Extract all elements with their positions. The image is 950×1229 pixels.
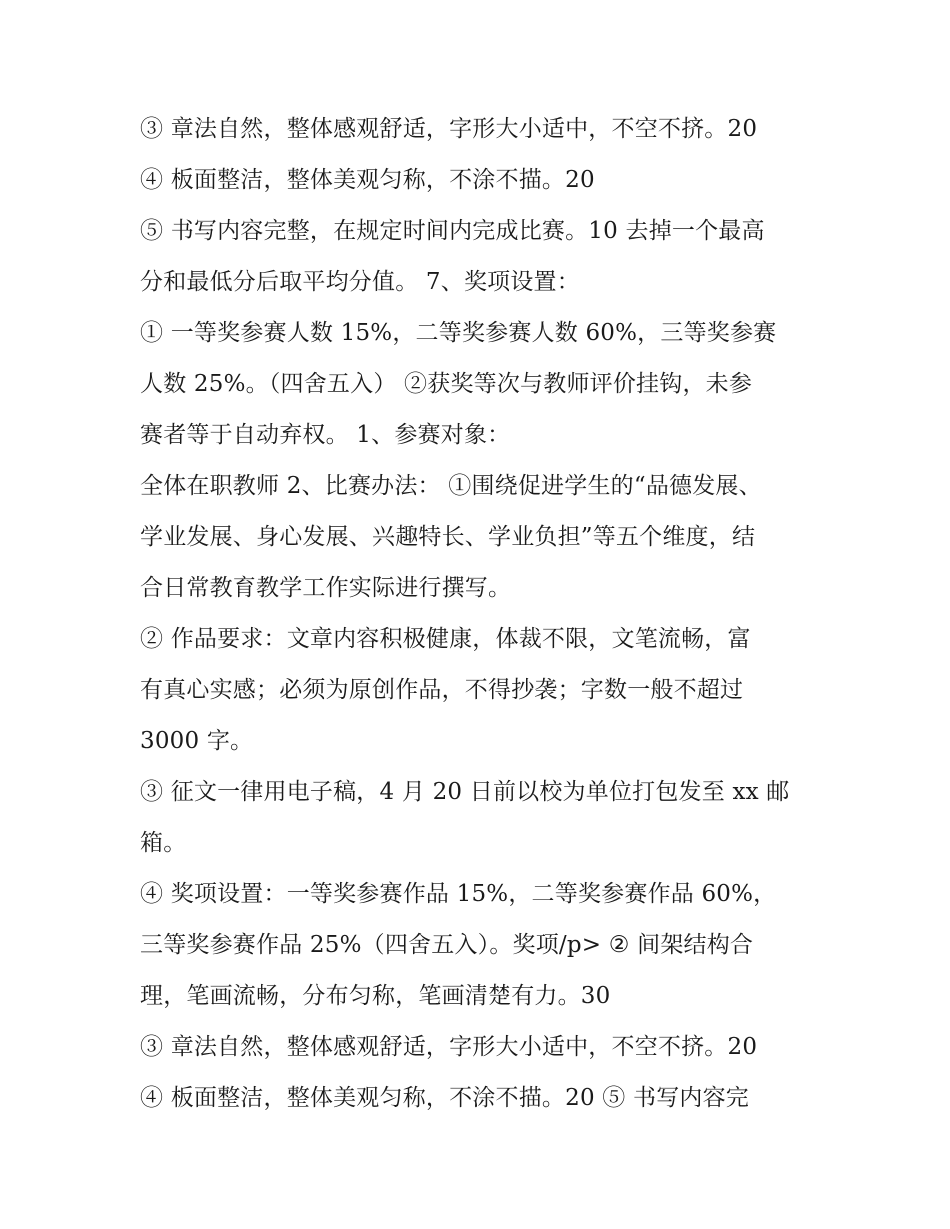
text-line: ④ 板面整洁，整体美观匀称，不涂不描。20 [140,167,595,193]
text-line: ③ 章法自然，整体感观舒适，字形大小适中，不空不挤。20 [140,1034,758,1060]
text-line: 学业发展、身心发展、兴趣特长、学业负担”等五个维度，结 [140,524,756,550]
text-line: ③ 征文一律用电子稿，4 月 20 日前以校为单位打包发至 xx 邮 [140,779,790,805]
text-line: 合日常教育教学工作实际进行撰写。 [140,575,512,601]
text-line: ② 作品要求：文章内容积极健康，体裁不限，文笔流畅，富 [140,626,751,652]
text-line: ④ 奖项设置：一等奖参赛作品 15%，二等奖参赛作品 60%， [140,881,777,907]
text-line: 分和最低分后取平均分值。 7、奖项设置： [140,269,580,295]
text-line: 赛者等于自动弃权。 1、参赛对象： [140,422,511,448]
text-line: 三等奖参赛作品 25%（四舍五入）。奖项/p> ② 间架结构合 [140,932,754,958]
text-line: ③ 章法自然，整体感观舒适，字形大小适中，不空不挤。20 [140,116,758,142]
text-line: 理，笔画流畅，分布匀称，笔画清楚有力。30 [140,983,611,1009]
text-line: 人数 25%。（四舍五入） ②获奖等次与教师评价挂钩，未参 [140,371,753,397]
text-line: ④ 板面整洁，整体美观匀称，不涂不描。20 ⑤ 书写内容完 [140,1085,749,1111]
document-body [140,104,820,1124]
text-line: ① 一等奖参赛人数 15%，二等奖参赛人数 60%，三等奖参赛 [140,320,777,346]
text-line: 有真心实感；必须为原创作品，不得抄袭；字数一般不超过 [140,677,744,703]
text-line: 全体在职教师 2、比赛办法： ①围绕促进学生的“品德发展、 [140,473,762,499]
text-line: ⑤ 书写内容完整，在规定时间内完成比赛。10 去掉一个最高 [140,218,765,244]
text-line: 3000 字。 [140,728,254,754]
text-line: 箱。 [140,830,187,856]
